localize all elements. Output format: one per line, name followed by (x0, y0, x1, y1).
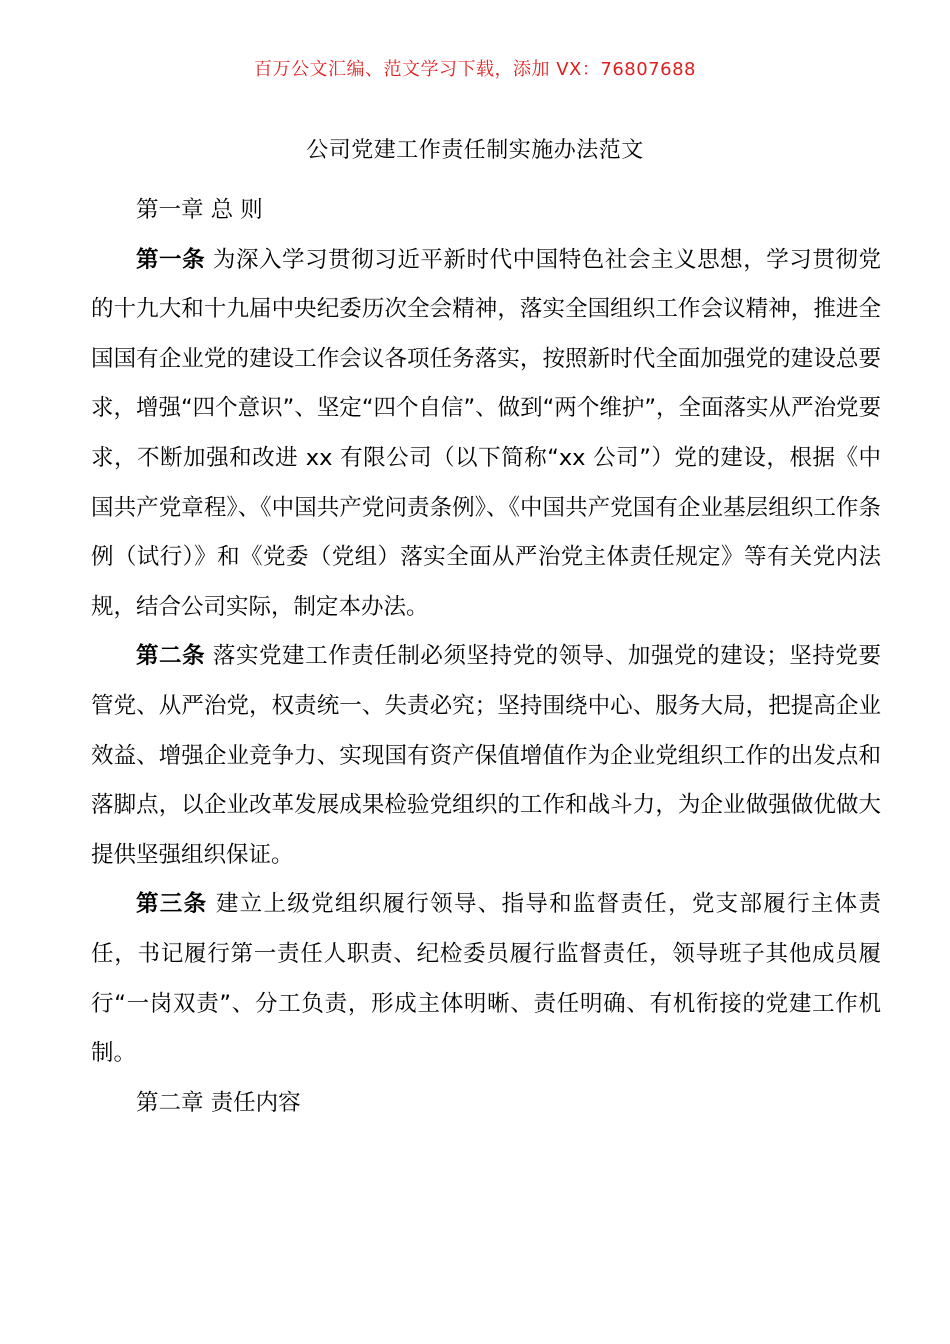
article-text: 落实党建工作责任制必须坚持党的领导、加强党的建设；坚持党要管党、从严治党，权责统一、失责必究；坚持围绕中心、服务大局，把提高企业效益、增强企业竞争力、实现国有资产保值增值作为企业党组织工作的出发点和落脚点，以企业改革发展成果检验党组织的工作和战斗力，为企业做强做优做大提供坚强组织保证。 (91, 643, 881, 868)
document-body (91, 186, 881, 1128)
document-title: 公司党建工作责任制实施办法范文 (306, 138, 644, 163)
article-label: 第三条 (136, 891, 208, 918)
header-banner: 百万公文汇编、范文学习下载，添加 VX：76807688 (254, 59, 696, 80)
article-1 (91, 236, 881, 633)
chapter-heading-text: 第一章 总 则 (136, 197, 263, 223)
article-label: 第二条 (136, 643, 206, 670)
chapter-heading-text: 第二章 责任内容 (136, 1089, 301, 1116)
article-text: 为深入学习贯彻习近平新时代中国特色社会主义思想，学习贯彻党的十九大和十九届中央纪委历次全会精神，落实全国组织工作会议精神，推进全国国有企业党的建设工作会议各项任务落实，按照新时代全面加强党的建设总要求，增强“四个意识”、坚定“四个自信”、做到“两个维护”，全面落实从严治党要求，不断加强和改进 xx 有限公司（以下简称“xx 公司”）党的建设，根据《中国共产党章程》、《中国共产党问责条例》、《中国共产党国有企业基层组织工作条例（试行）》和《党委（党组）落实全面从严治党主体责任规定》等有关党内法规，结合公司实际，制定本办法。 (91, 246, 881, 620)
chapter-heading-2 (91, 1079, 881, 1129)
article-text: 建立上级党组织履行领导、指导和监督责任，党支部履行主体责任，书记履行第一责任人职责、纪检委员履行监督责任，领导班子其他成员履行“一岗双责”、分工负责，形成主体明晰、责任明确、有机衔接的党建工作机制。 (91, 891, 881, 1067)
article-3 (91, 880, 881, 1078)
article-2 (91, 632, 881, 880)
article-label: 第一条 (136, 246, 206, 273)
chapter-heading-1 (91, 186, 881, 236)
